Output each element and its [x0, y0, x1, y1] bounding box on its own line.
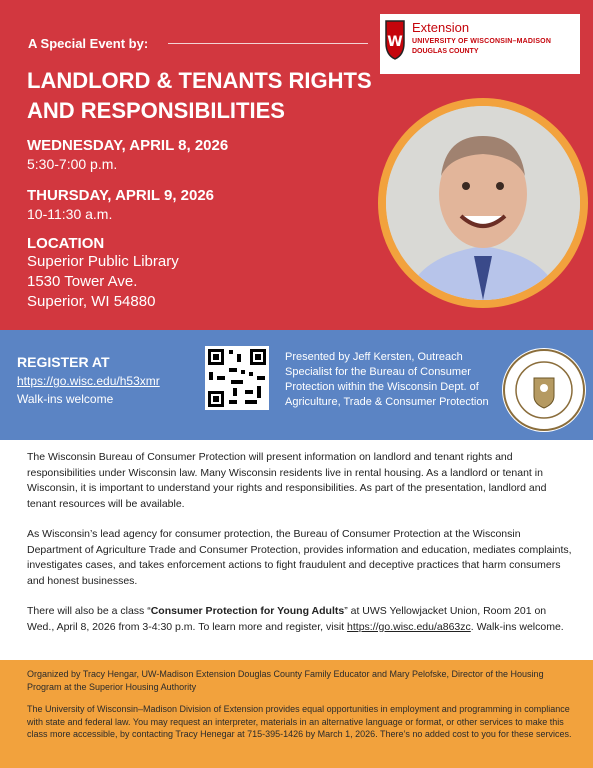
- presenter-photo: [386, 106, 580, 300]
- address-line: 1530 Tower Ave.: [27, 273, 138, 290]
- location-heading: LOCATION: [27, 235, 105, 252]
- location-address: [27, 252, 179, 312]
- class-title: Consumer Protection for Young Adults: [150, 605, 345, 617]
- description: [27, 450, 572, 650]
- paragraph: There will also be a class “Consumer Protection for Young Adults” at UWS Yellowjacket Union, Room 201 on Wed., April 8, 2026 from 3-4:30 p.m. To learn more and register, visit https://go.wisc.edu/a863zc. Walk-ins welcome.: [27, 605, 564, 633]
- presenter-info: Presented by Jeff Kersten, Outreach Specialist for the Bureau of Consumer Protection within the Wisconsin Dept. of Agriculture, Trade & Consumer Protection: [285, 351, 489, 408]
- event-date: THURSDAY, APRIL 9, 2026: [27, 187, 215, 204]
- university-name: UNIVERSITY OF WISCONSIN–MADISON: [412, 38, 552, 45]
- datcp-seal-icon: [502, 348, 586, 432]
- extension-word: Extension: [412, 20, 470, 35]
- paragraph: As Wisconsin’s lead agency for consumer protection, the Bureau of Consumer Protection at the Wisconsin Department of Agriculture Trade and Consumer Protection, provides information and education, mediates complaints, investigates cases, and takes enforcement actions to fight fraudulent and deceptive practices that harm consumers and honest businesses.: [27, 528, 572, 587]
- event-date: WEDNESDAY, APRIL 8, 2026: [27, 137, 229, 154]
- equal-opportunity-note: The University of Wisconsin–Madison Division of Extension provides equal opportunities in employment and programming in compliance with state and federal law. You may request an interpreter, materials in an alternative language or format, or other services to make this class more accessible, by contacting Tracy Henegar at 715-395-1426 by March 1, 2026. There’s no added cost to you for these services.: [27, 704, 572, 739]
- presenter-portrait-icon: [386, 106, 580, 300]
- paragraph: The Wisconsin Bureau of Consumer Protection will present information on landlord and tenant rights and responsibilities under Wisconsin law. Many Wisconsin residents live in rental housing. As a landlord or tenant in Wisconsin, it is important to understand your rights and responsibilities. As part of the presentation, landlord and tenant resources will be available.: [27, 451, 547, 510]
- title-line: AND RESPONSIBILITIES: [27, 98, 285, 123]
- divider: [168, 43, 368, 44]
- walkins-note: Walk-ins welcome: [17, 392, 114, 406]
- event-time: 5:30-7:00 p.m.: [27, 156, 118, 172]
- county-name: DOUGLAS COUNTY: [412, 48, 479, 55]
- qr-code-icon[interactable]: [205, 346, 269, 410]
- register-heading: REGISTER AT: [17, 354, 110, 370]
- class-register-link[interactable]: https://go.wisc.edu/a863zc: [347, 620, 471, 633]
- title-line: LANDLORD & TENANTS RIGHTS: [27, 68, 372, 93]
- footer-text: [27, 668, 572, 751]
- address-line: Superior, WI 54880: [27, 293, 156, 310]
- address-line: Superior Public Library: [27, 253, 179, 270]
- uw-crest-icon: [384, 17, 406, 61]
- special-event-label: A Special Event by:: [28, 36, 149, 51]
- svg-text:W: W: [387, 34, 403, 50]
- register-link[interactable]: https://go.wisc.edu/h53xmr: [17, 374, 160, 388]
- page-title: [27, 66, 397, 126]
- event-time: 10-11:30 a.m.: [27, 206, 113, 222]
- organizer-note: Organized by Tracy Hengar, UW-Madison Extension Douglas County Family Educator and Mary Pelofske, Director of the Housing Program at the Superior Housing Authority: [27, 669, 544, 692]
